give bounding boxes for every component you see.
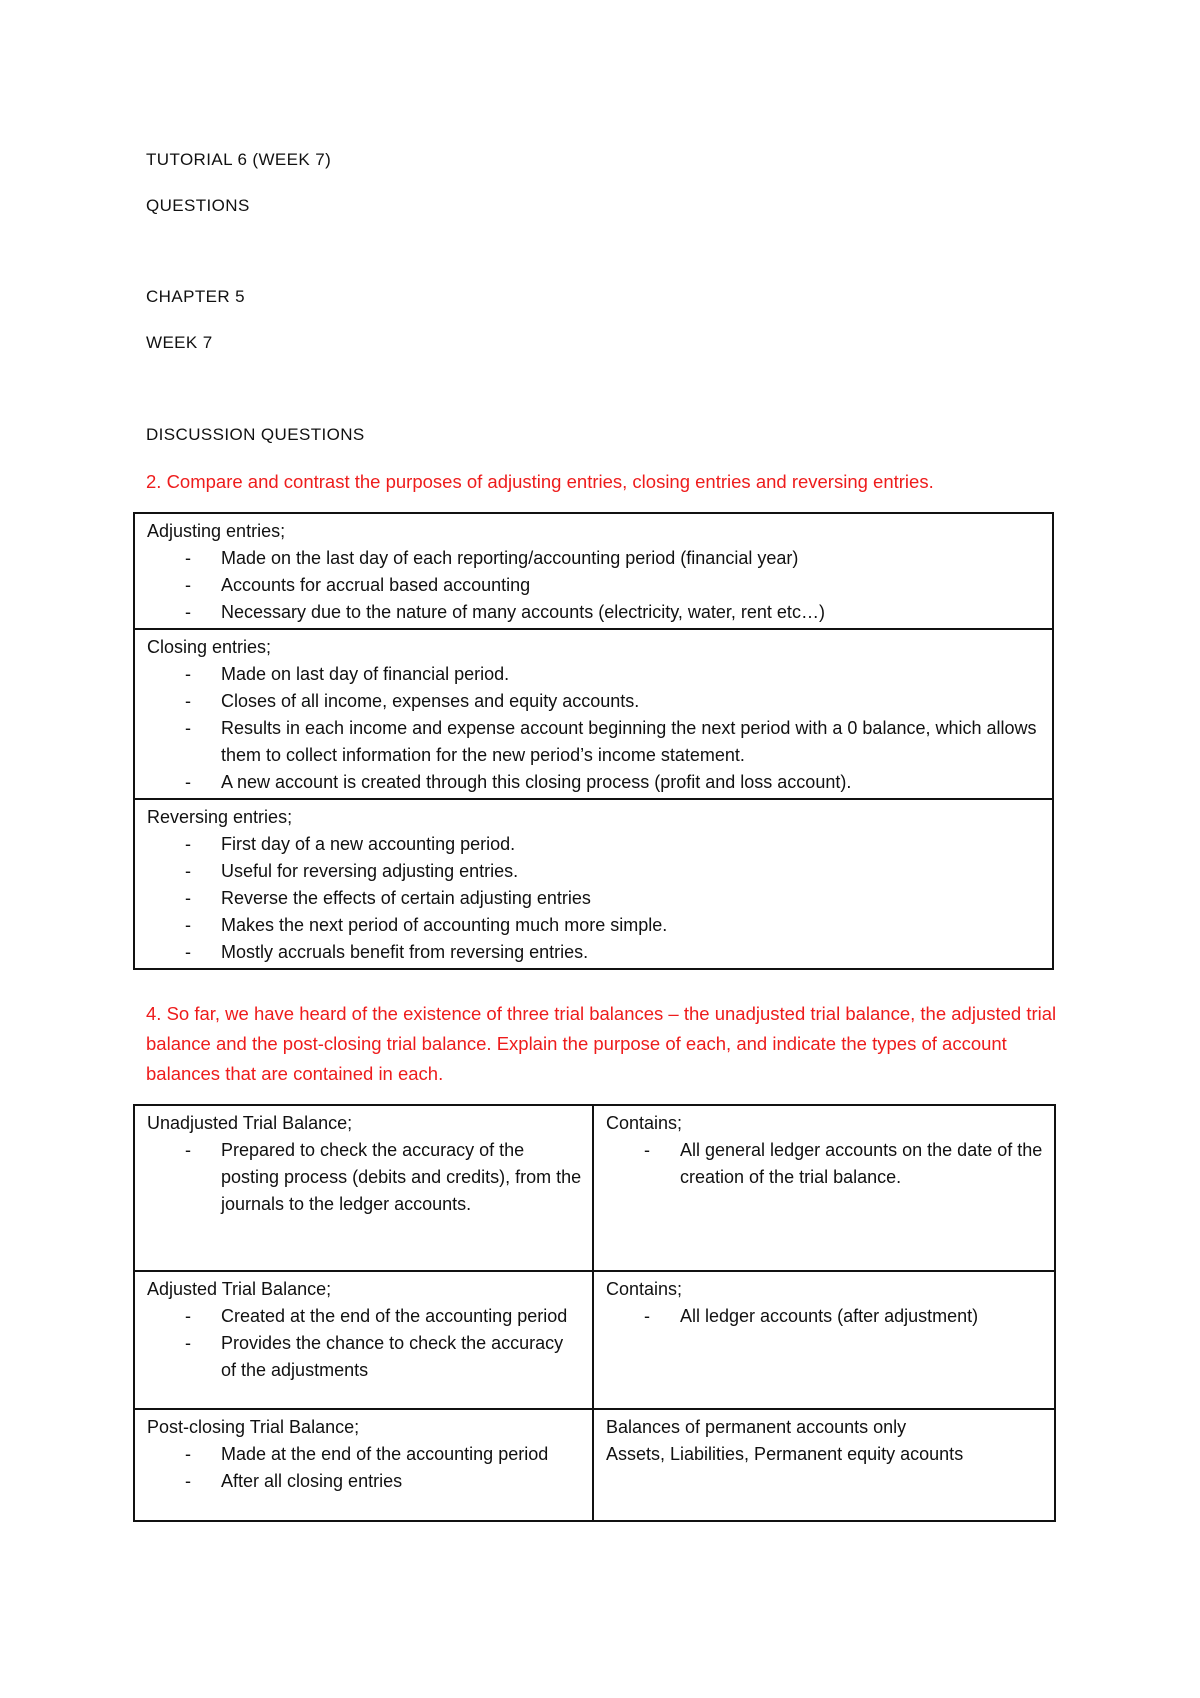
chapter-label: CHAPTER 5 [146, 287, 246, 306]
unadjusted-trial-balance-cell [134, 1105, 593, 1271]
list-item: - Results in each income and expense account beginning the next period with a 0 balance, which allows them to collect information for the new period’s income statement. [147, 715, 1042, 769]
cell-heading: Post-closing Trial Balance; [147, 1417, 360, 1437]
week-label: WEEK 7 [146, 333, 213, 352]
closing-entries-cell [134, 629, 1053, 799]
list-item: - Created at the end of the accounting period [147, 1303, 582, 1330]
bullet-list [606, 1137, 1044, 1191]
unadjusted-contains-cell [593, 1105, 1055, 1271]
cell-heading: Adjusted Trial Balance; [147, 1279, 332, 1299]
bullet-list [147, 1303, 582, 1384]
table-row [134, 799, 1053, 969]
adjusted-trial-balance-cell [134, 1271, 593, 1409]
list-item: - Accounts for accrual based accounting [147, 572, 1042, 599]
trial-balance-table [133, 1104, 1056, 1522]
list-item: - Made at the end of the accounting period [147, 1441, 582, 1468]
list-item: - Closes of all income, expenses and equity accounts. [147, 688, 1042, 715]
table-row [134, 1105, 1055, 1271]
list-item: - Made on the last day of each reporting/accounting period (financial year) [147, 545, 1042, 572]
cell-heading: Unadjusted Trial Balance; [147, 1113, 353, 1133]
list-item: - All general ledger accounts on the date of the creation of the trial balance. [606, 1137, 1044, 1191]
list-item: - First day of a new accounting period. [147, 831, 1042, 858]
bullet-list [147, 545, 1042, 626]
list-item: - Reverse the effects of certain adjusting entries [147, 885, 1042, 912]
tutorial-title: TUTORIAL 6 (WEEK 7) [146, 150, 332, 169]
bullet-list [147, 831, 1042, 966]
table-row [134, 1409, 1055, 1521]
discussion-questions-heading: DISCUSSION QUESTIONS [146, 425, 365, 444]
list-item: - All ledger accounts (after adjustment) [606, 1303, 1044, 1330]
cell-heading: Reversing entries; [147, 807, 293, 827]
list-item: - Mostly accruals benefit from reversing entries. [147, 939, 1042, 966]
post-closing-trial-balance-cell [134, 1409, 593, 1521]
reversing-entries-cell [134, 799, 1053, 969]
list-item: - Necessary due to the nature of many accounts (electricity, water, rent etc…) [147, 599, 1042, 626]
question-4: 4. So far, we have heard of the existence of three trial balances – the unadjusted trial balance, the adjusted trial balance and the post-closing trial balance. Explain the purpose of each, and indicate the types of account balances that are contained in each. [146, 1003, 1057, 1084]
question-2: 2. Compare and contrast the purposes of adjusting entries, closing entries and reversing entries. [146, 471, 934, 492]
bullet-list [147, 661, 1042, 796]
questions-label: QUESTIONS [146, 196, 250, 215]
table-row [134, 629, 1053, 799]
adjusted-contains-cell [593, 1271, 1055, 1409]
list-item: - A new account is created through this closing process (profit and loss account). [147, 769, 1042, 796]
permanent-accounts-text: Balances of permanent accounts only [606, 1417, 907, 1437]
cell-heading: Closing entries; [147, 637, 272, 657]
entries-table [133, 512, 1054, 970]
list-item: - Made on last day of financial period. [147, 661, 1042, 688]
cell-heading: Contains; [606, 1113, 683, 1133]
list-item: - After all closing entries [147, 1468, 582, 1495]
list-item: - Provides the chance to check the accuracy of the adjustments [147, 1330, 582, 1384]
cell-heading: Contains; [606, 1279, 683, 1299]
cell-heading: Adjusting entries; [147, 521, 286, 541]
table-row [134, 513, 1053, 629]
list-item: - Useful for reversing adjusting entries. [147, 858, 1042, 885]
list-item: - Prepared to check the accuracy of the posting process (debits and credits), from the journals to the ledger accounts. [147, 1137, 582, 1218]
bullet-list [147, 1441, 582, 1495]
table-row [134, 1271, 1055, 1409]
post-closing-contains-cell [593, 1409, 1055, 1521]
list-item: - Makes the next period of accounting much more simple. [147, 912, 1042, 939]
permanent-accounts-list: Assets, Liabilities, Permanent equity acounts [606, 1444, 964, 1464]
bullet-list [147, 1137, 582, 1218]
bullet-list [606, 1303, 1044, 1330]
adjusting-entries-cell [134, 513, 1053, 629]
